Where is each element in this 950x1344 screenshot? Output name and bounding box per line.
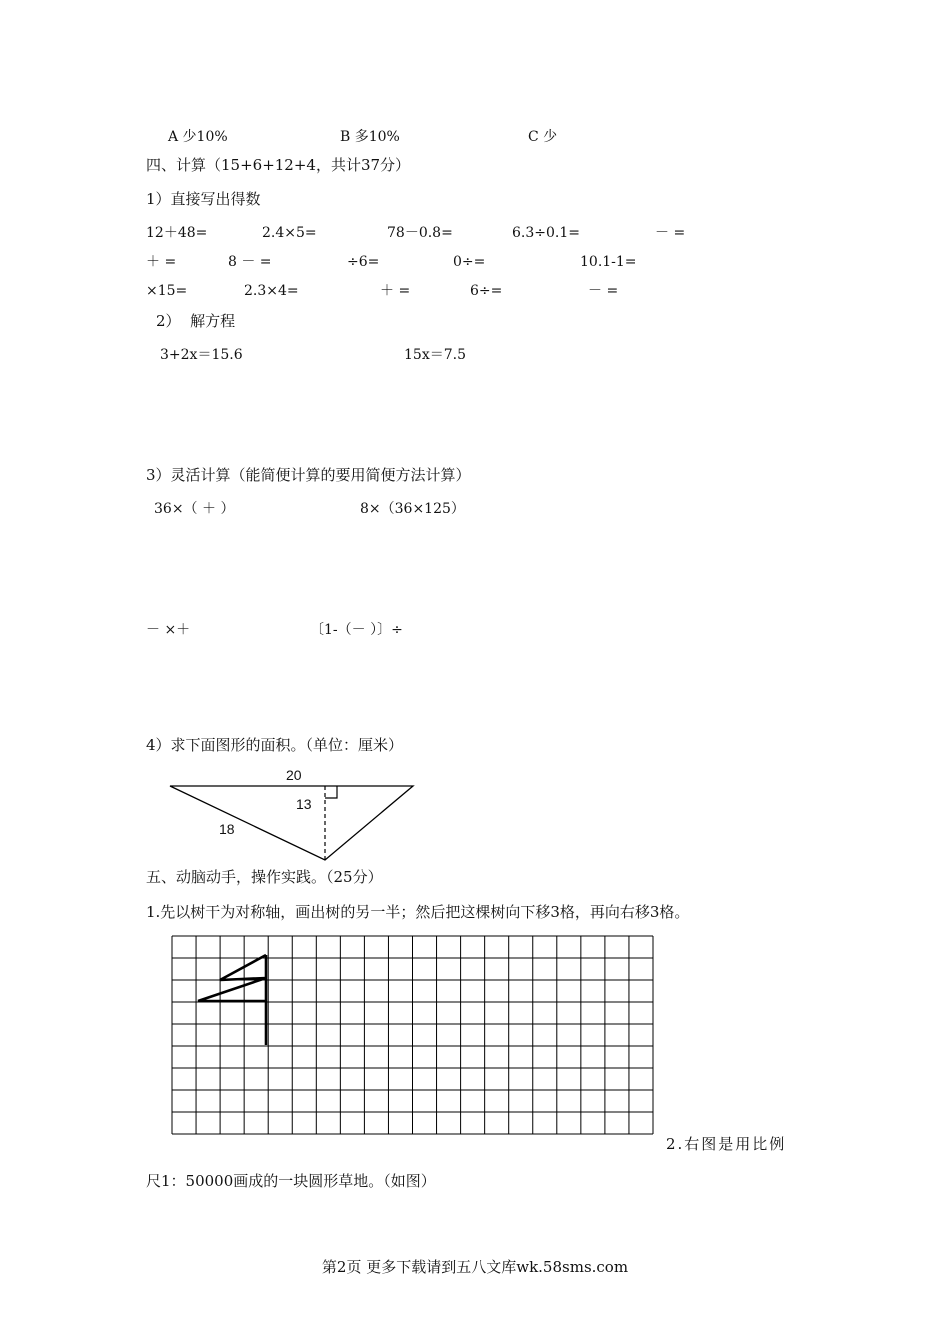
question-2-part-a: 2.右图是用比例 [666,1135,787,1153]
part4-title: 4）求下面图形的面积。（单位：厘米） [146,736,404,754]
calc-r3-c3: ＋ = [380,283,411,299]
label-side-18: 18 [219,821,235,837]
half-tree-figure [198,955,266,1045]
part3-title: 3）灵活计算（能简便计算的要用简便方法计算） [146,466,471,484]
calc-r1-c1: 12＋48= [146,225,208,241]
equation-2: 15x＝7.5 [404,347,466,363]
calc-r1-c2: 2.4×5= [262,225,317,241]
calc-r2-c4: 0÷= [453,254,486,270]
calc-r3-c5: － = [588,283,619,299]
part1-title: 1）直接写出得数 [146,190,261,208]
calc-r1-c5: － = [655,225,686,241]
triangle-figure [170,786,413,860]
calc-r1-c3: 78－0.8= [387,225,453,241]
calc-r2-c1: ＋ = [146,254,177,270]
section5-heading: 五、动脑动手，操作实践。（25分） [146,868,383,886]
calc-r1-c4: 6.3÷0.1= [512,225,580,241]
page-footer: 第2页 更多下载请到五八文库wk.58sms.com [321,1258,629,1276]
option-c: C 少 [528,129,558,145]
calc-r3-c4: 6÷= [470,283,503,299]
calc-r3-c2: 2.3×4= [244,283,299,299]
calc-r2-c5: 10.1-1= [580,254,637,270]
tree-lower-branch [198,978,266,1001]
calc-r3-c1: ×15= [146,283,188,299]
triangle-shape [170,786,413,860]
section4-heading: 四、计算（15+6+12+4，共计37分） [146,156,411,174]
option-a: A 少10% [168,129,228,145]
right-angle-mark [325,786,337,798]
question-2-part-b: 尺1：50000画成的一块圆形草地。（如图） [146,1172,436,1190]
expr-2: 8×（36×125） [360,501,465,517]
tree-upper-branch [220,955,266,980]
expr-3: － ×＋ [146,622,191,638]
label-height-13: 13 [296,796,312,812]
part2-title: 2） 解方程 [156,312,236,330]
equation-1: 3+2x＝15.6 [160,347,243,363]
option-b: B 多10% [340,129,400,145]
expr-1: 36×（ ＋ ） [154,501,235,517]
calc-r2-c2: 8 － = [228,254,272,270]
label-top-20: 20 [286,767,302,783]
expr-4: 〔1-（－ ）〕÷ [310,622,403,638]
question-1: 1.先以树干为对称轴，画出树的另一半；然后把这棵树向下移3格，再向右移3格。 [146,903,690,921]
calc-r2-c3: ÷6= [347,254,380,270]
